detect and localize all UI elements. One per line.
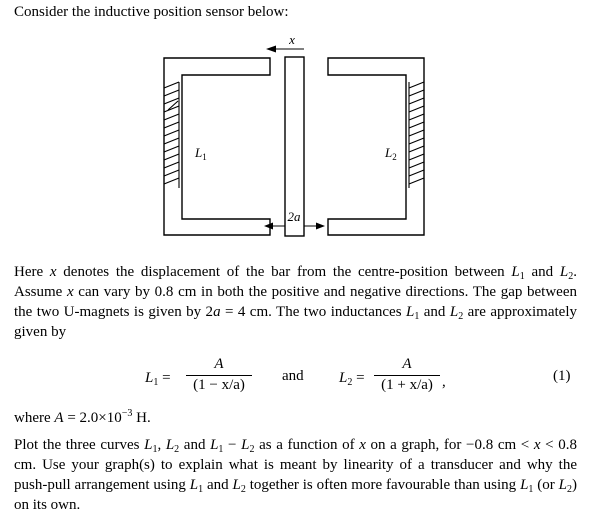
eq-number: (1) [553,368,571,384]
L1-label: $L_1$ [195,145,207,162]
left-coil [164,82,179,188]
eq-fraction-2: A (1 + x/a) [374,356,440,394]
description-paragraph: Here x denotes the displacement of the bar from the centre-position between $L_1$ and $L_2$. Assume x can vary by 0.8 cm in both the positive and negative directions. The gap between the two U-magnets is given by 2a = 4 cm. The two inductances $L_1$ and $L_2$ are approximately given by [14,264,577,340]
eq-fraction-1: A (1 − x/a) [186,356,252,394]
eq-comma: , [442,374,446,390]
L2-label: $L_2$ [385,145,397,162]
eq-and-text: and [282,368,304,384]
task-paragraph: Plot the three curves $L_1$, $L_2$ and $L_1 - L_2$ as a function of x on a graph, for −0.8 cm < x < 0.8 cm. Use your graph(s) to explain what is meant by linearity of a transducer and why the push-pull arrangement using $L_1$ and $L_2$ together is often more favourable than using $L_1$ (or $L_2$) on its own. [14,437,577,513]
where-line: where $A = 2.0\times 10^{-3}$ H. [14,408,151,426]
displacement-arrow-icon [266,46,304,53]
intro-text: Consider the inductive position sensor below: [14,4,289,20]
right-coil [409,82,424,188]
right-u-magnet [328,58,424,235]
x-label: x [289,32,295,47]
eq-lhs-L1: $L_1$ = [145,370,171,388]
left-u-magnet [164,58,270,235]
gap-label: 2a [287,209,301,224]
eq-lhs-L2: $L_2$ = [339,370,365,388]
